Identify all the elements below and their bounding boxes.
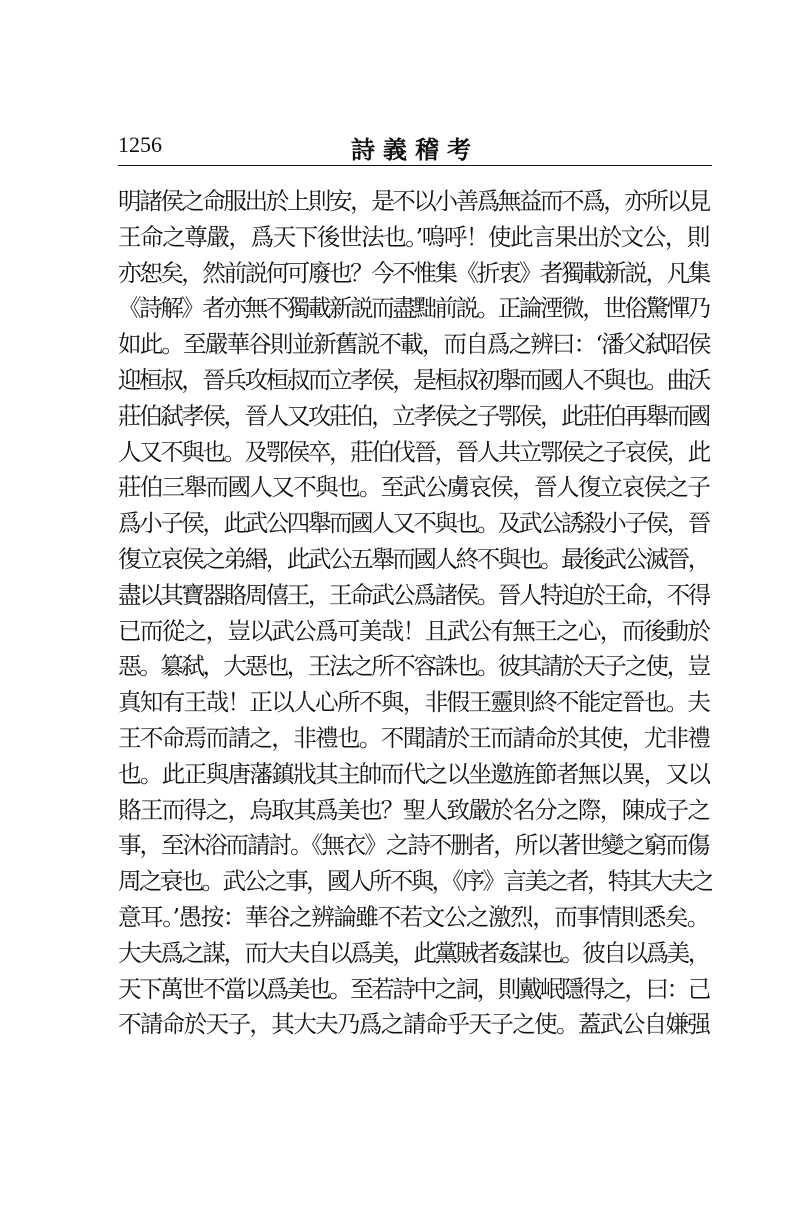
text-line: 王命之尊嚴，爲天下後世法也。’嗚呼！使此言果出於文公，則 [118,222,710,251]
text-line: 《詩解》者亦無不獨載新説而盡黜前説。正論湮微，世俗驚憚乃 [118,294,709,323]
text-line: 盡以其寶器賂周僖王，王命武公爲諸侯。晉人特迫於王命，不得 [118,580,709,609]
text-line: 爲小子侯，此武公四舉而國人又不與也。及武公誘殺小子侯，晉 [118,509,709,538]
text-line: 也。此正與唐藩鎮戕其主帥而代之以坐邀旌節者無以異，又以 [118,759,710,788]
text-line: 大夫爲之謀，而大夫自以爲美，此黨賊者姦謀也。彼自以爲美， [118,938,709,967]
text-line: 事，至沐浴而請討。《無衣》之詩不删者，所以著世變之窮而傷 [118,831,709,860]
text-line: 不請命於天子，其大夫乃爲之請命乎天子之使。蓋武公自嫌强 [118,1010,710,1039]
text-line: 明諸侯之命服出於上則安，是不以小善爲無益而不爲，亦所以見 [118,187,709,215]
text-line: 王不命焉而請之，非禮也。不聞請於王而請命於其使，尤非禮 [118,723,710,752]
text-line: 真知有王哉！正以人心所不與，非假王靈則終不能定晉也。夫 [118,688,710,717]
text-line: 亦恕矣，然前説何可廢也？今不惟集《折衷》者獨載新説，凡集 [118,258,709,287]
text-line: 莊伯三舉而國人又不與也。至武公虜哀侯，晉人復立哀侯之子 [118,473,710,502]
text-line: 迎桓叔，晉兵攻桓叔而立孝侯，是桓叔初舉而國人不與也。曲沃 [118,365,709,394]
header-rule [118,165,712,166]
page-number: 1256 [118,132,162,157]
body-text [118,184,712,1043]
text-line: 周之衰也。武公之事，國人所不與，《序》言美之者，特其大夫之 [118,867,712,896]
text-line: 莊伯弑孝侯，晉人又攻莊伯，立孝侯之子鄂侯，此莊伯再舉而國 [118,401,709,430]
running-title: 詩義稽考 [351,135,479,164]
text-line: 復立哀侯之弟緡，此武公五舉而國人終不與也。最後武公滅晉， [118,544,709,573]
text-line: 已而從之，豈以武公爲可美哉！且武公有無王之心，而後動於 [118,616,710,645]
text-line: 賂王而得之，烏取其爲美也？聖人致嚴於名分之際，陳成子之 [118,795,710,824]
text-line: 惡。簒弑，大惡也，王法之所不容誅也。彼其請於天子之使，豈 [118,652,709,681]
page-header [118,128,712,164]
text-line: 人又不與也。及鄂侯卒，莊伯伐晉，晉人共立鄂侯之子哀侯，此 [118,437,709,466]
text-line: 如此。至嚴華谷則並新舊説不載，而自爲之辨曰：‘潘父弑昭侯 [118,330,710,359]
text-line: 天下萬世不當以爲美也。至若詩中之詞，則戴岷隱得之，曰：己 [118,974,709,1003]
text-line: 意耳。’愚按：華谷之辨論雖不若文公之激烈，而事情則悉矣。 [118,902,710,931]
